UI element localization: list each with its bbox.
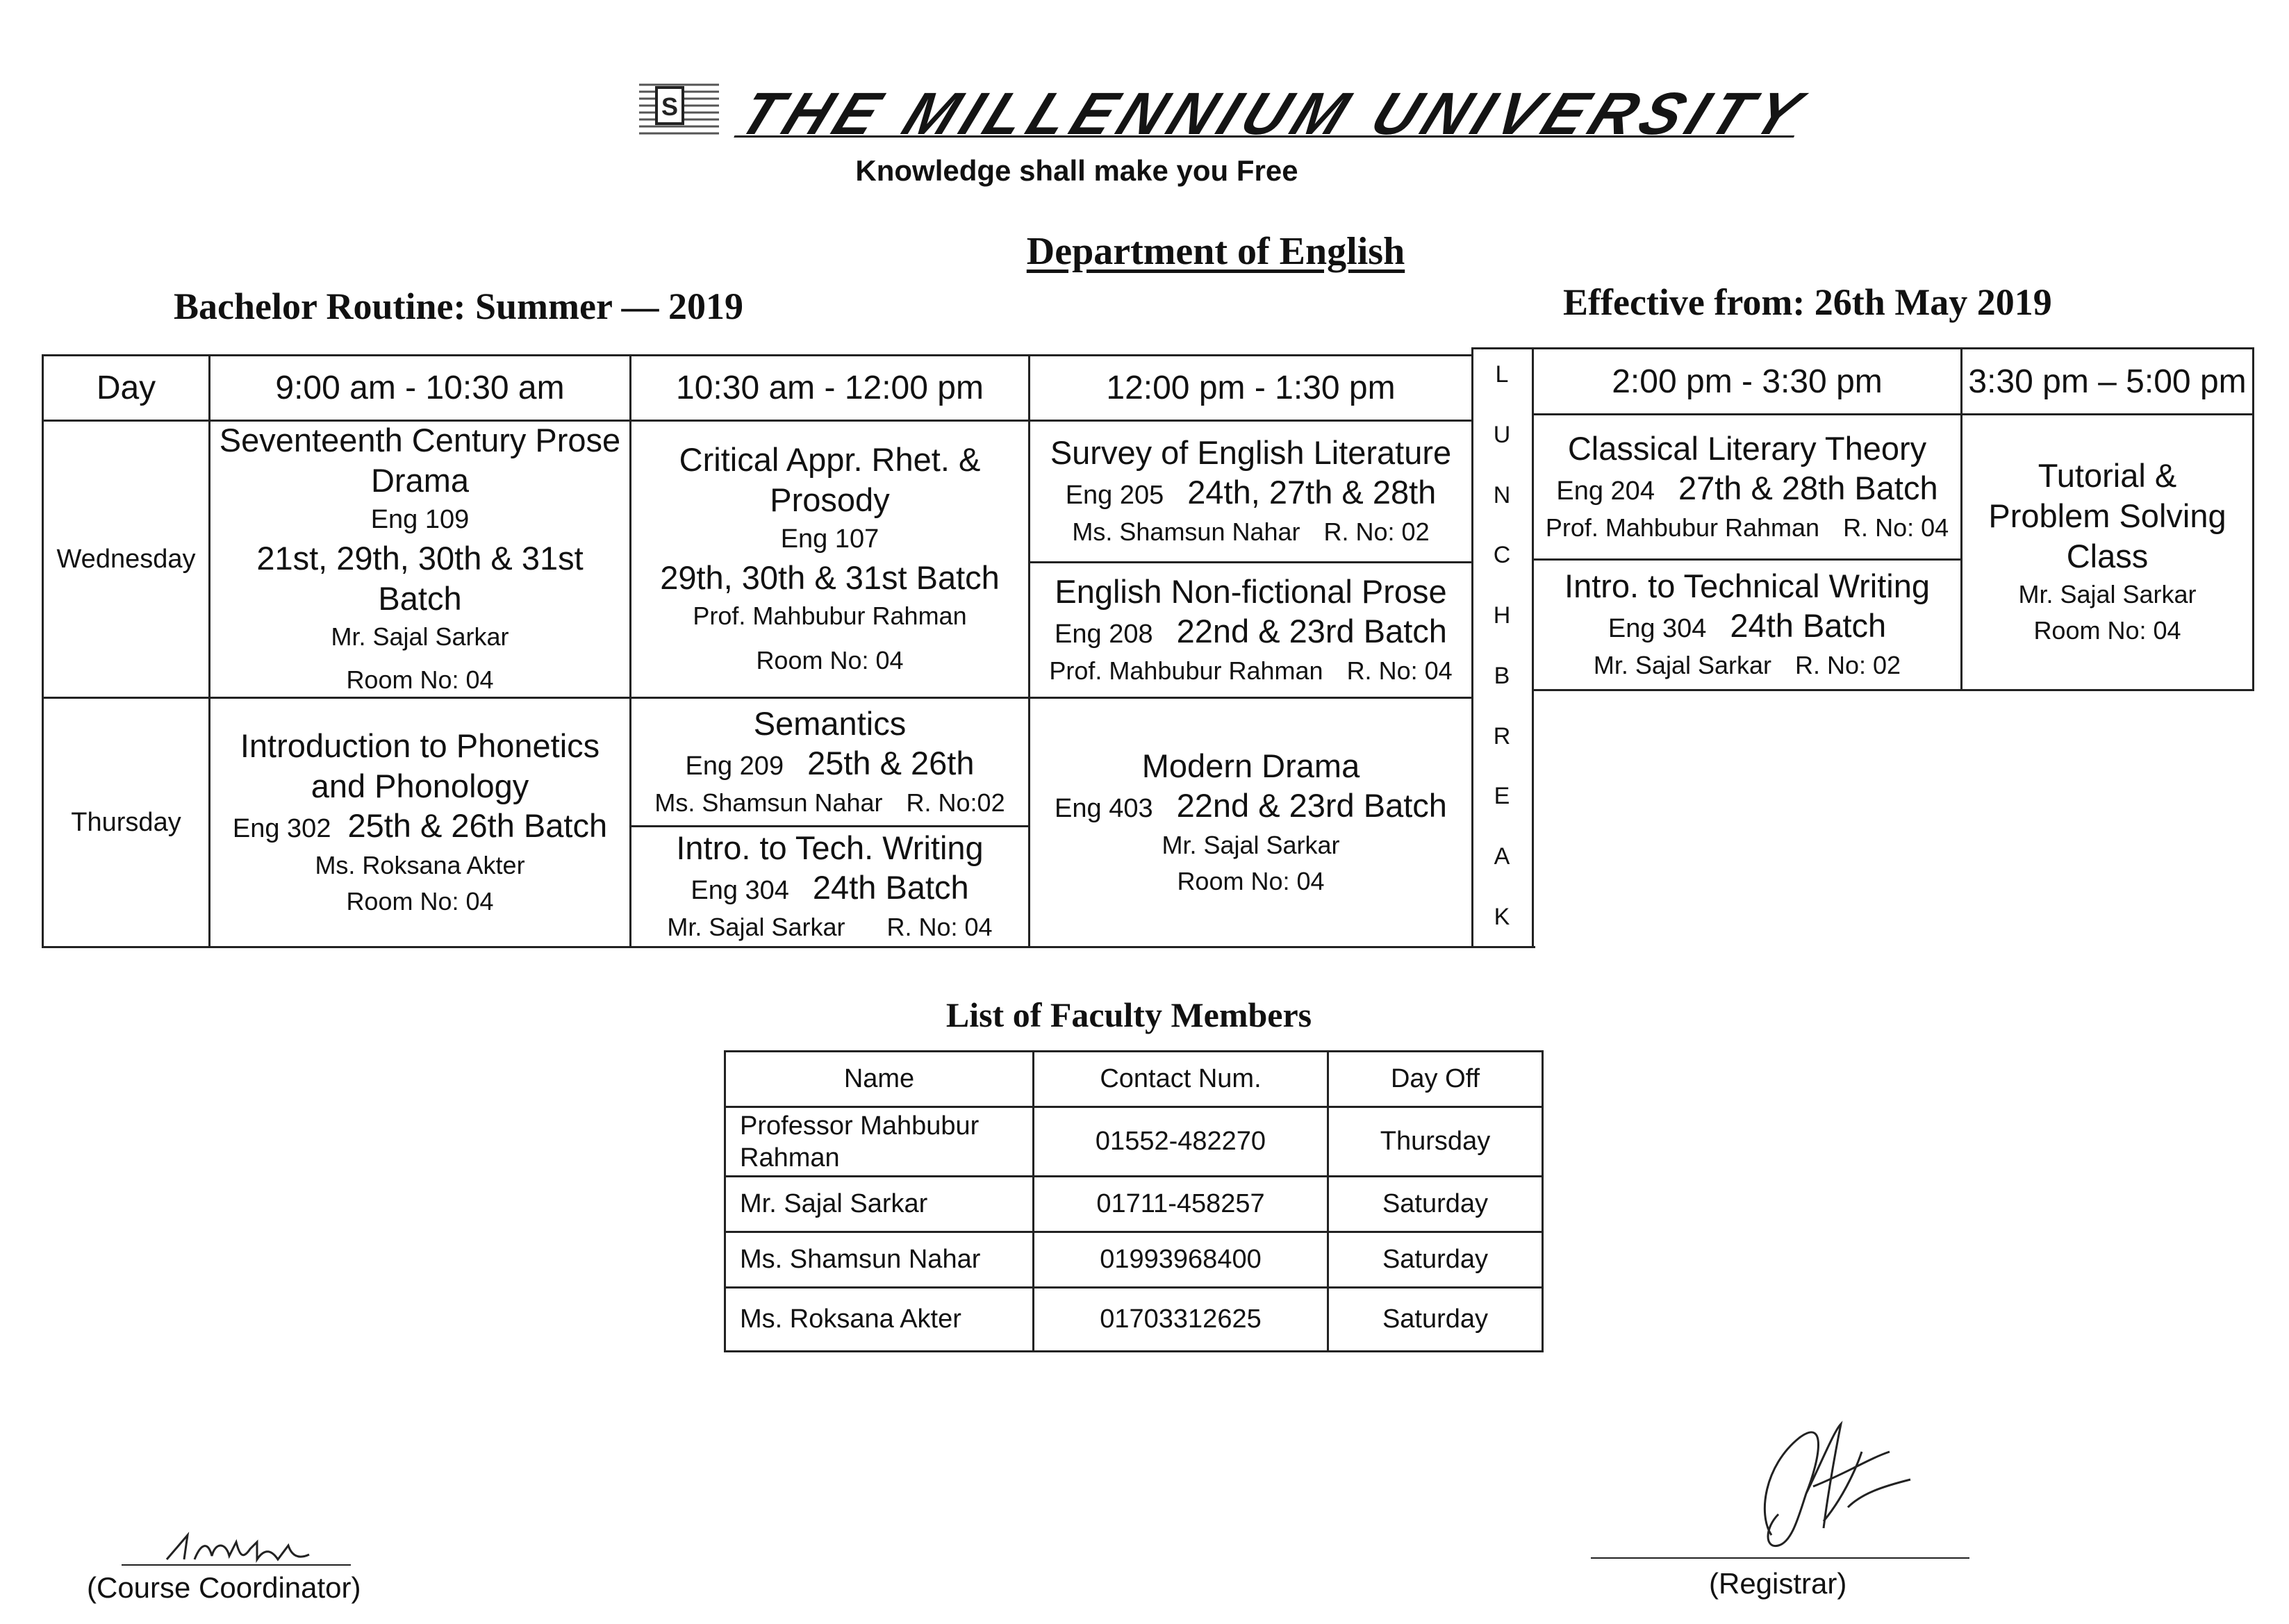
teacher: Mr. Sajal Sarkar (1593, 651, 1771, 679)
wed-slot-3b (1030, 563, 1471, 697)
teacher: Prof. Mahbubur Rahman (693, 602, 967, 630)
room: R. No: 04 (1843, 513, 1949, 542)
teacher: Mr. Sajal Sarkar (2018, 580, 2197, 608)
teacher: Ms. Shamsun Nahar (1072, 517, 1300, 546)
teacher: Mr. Sajal Sarkar (1162, 830, 1340, 859)
coordinator-signature (160, 1528, 313, 1570)
course-code: Eng 304 (691, 876, 789, 905)
faculty-contact: 01993968400 (1100, 1245, 1262, 1274)
lunch-letter: N (1493, 481, 1511, 508)
wed-slot-4a (1534, 415, 1960, 558)
faculty-name: Rahman (740, 1143, 840, 1173)
course-title: Semantics (753, 704, 907, 742)
room: Room No: 04 (346, 665, 494, 694)
faculty-name: Mr. Sajal Sarkar (740, 1189, 928, 1218)
course-title: Survey of English Literature (1050, 434, 1452, 471)
batch: 24th Batch (1730, 607, 1887, 644)
header-day: Day (96, 370, 156, 406)
day-wednesday: Wednesday (56, 545, 196, 574)
teacher: Ms. Shamsun Nahar (654, 788, 883, 817)
batch: 24th, 27th & 28th (1187, 474, 1437, 511)
course-code: Eng 109 (370, 505, 470, 534)
course-code: Eng 208 (1055, 619, 1153, 649)
header-slot-5: 3:30 pm – 5:00 pm (1968, 363, 2247, 400)
faculty-dayoff: Saturday (1382, 1189, 1489, 1218)
department-title: Department of English (1026, 230, 1405, 273)
day-thursday: Thursday (71, 808, 181, 837)
room: R. No: 04 (886, 913, 993, 941)
lunch-letter: U (1493, 421, 1511, 448)
course-title: Class (2066, 538, 2149, 574)
course-code: Eng 209 (685, 751, 784, 781)
faculty-name: Ms. Shamsun Nahar (740, 1245, 981, 1274)
lunch-letter: A (1494, 843, 1510, 870)
registrar-signature-line (1591, 1557, 1969, 1559)
lunch-letter: C (1493, 542, 1511, 569)
batch: 25th & 26th Batch (347, 806, 608, 844)
thu-slot-2b (631, 827, 1028, 946)
course-code: Eng 205 (1065, 481, 1164, 510)
faculty-contact: 01711-458257 (1096, 1189, 1265, 1218)
faculty-header-name: Name (843, 1064, 915, 1093)
wed-slot-2 (631, 422, 1028, 697)
wed-slot-4b (1534, 561, 1960, 689)
lunch-letter: K (1494, 903, 1510, 930)
registrar-signature (1751, 1410, 1917, 1556)
course-code: Eng 304 (1608, 614, 1707, 643)
course-title: Problem Solving (1988, 497, 2226, 534)
room: Room No: 04 (346, 886, 494, 915)
wed-slot-3a (1030, 422, 1471, 561)
course-title: Drama (370, 462, 470, 499)
batch: 24th Batch (812, 869, 969, 906)
thu-slot-2a (631, 699, 1028, 825)
course-title: English Non-fictional Prose (1055, 572, 1447, 610)
faculty-contact: 01552-482270 (1095, 1127, 1266, 1156)
teacher: Prof. Mahbubur Rahman (1049, 656, 1323, 685)
lunch-letter: B (1494, 662, 1510, 689)
lunch-letter: L (1495, 361, 1509, 388)
header-slot-3: 12:00 pm - 1:30 pm (1106, 370, 1396, 406)
faculty-title: List of Faculty Members (945, 995, 1312, 1034)
batch: 22nd & 23rd Batch (1176, 612, 1447, 649)
faculty-name: Ms. Roksana Akter (740, 1304, 961, 1334)
room: R. No: 02 (1323, 517, 1430, 546)
course-title: Tutorial & (2038, 457, 2177, 494)
table-row (740, 1108, 1032, 1175)
header-slot-2: 10:30 am - 12:00 pm (676, 370, 984, 406)
faculty-contact: 01703312625 (1100, 1304, 1262, 1334)
course-code: Eng 107 (780, 524, 879, 554)
lunch-letter: H (1493, 602, 1511, 629)
effective-date: Effective from: 26th May 2019 (1563, 281, 2052, 323)
university-name: THE MILLENNIUM UNIVERSITY (729, 81, 1817, 147)
course-title: Critical Appr. Rhet. & (679, 441, 981, 478)
course-code: Eng 302 (232, 813, 331, 843)
thu-slot-3 (1030, 699, 1471, 946)
room: Room No: 04 (2033, 616, 2181, 645)
thu-slot-1 (210, 699, 629, 946)
batch: 21st, 29th, 30th & 31st Batch (256, 540, 584, 617)
course-title: Seventeenth Century Prose (219, 422, 621, 458)
batch: 27th & 28th Batch (1678, 469, 1938, 506)
coordinator-signature-line (122, 1564, 351, 1566)
svg-text:S: S (661, 92, 679, 121)
course-title: and Phonology (311, 767, 529, 804)
faculty-dayoff: Saturday (1382, 1304, 1489, 1334)
course-title: Introduction to Phonetics (240, 727, 600, 764)
lunch-letter: R (1493, 722, 1511, 749)
course-title: Intro. to Technical Writing (1564, 567, 1930, 604)
room: R. No: 02 (1795, 651, 1901, 679)
wed-slot-5 (1962, 415, 2252, 689)
course-code: Eng 403 (1055, 793, 1153, 823)
batch: 29th, 30th & 31st Batch (660, 559, 1000, 596)
course-coordinator-label: (Course Coordinator) (87, 1571, 361, 1604)
faculty-dayoff: Saturday (1382, 1245, 1489, 1274)
course-title: Classical Literary Theory (1567, 429, 1927, 467)
batch: 22nd & 23rd Batch (1176, 786, 1447, 824)
room: R. No: 04 (1346, 656, 1453, 685)
lunch-break-column (1471, 347, 1532, 945)
faculty-name: Professor Mahbubur (740, 1111, 980, 1141)
teacher: Mr. Sajal Sarkar (667, 913, 845, 941)
teacher: Prof. Mahbubur Rahman (1545, 513, 1820, 542)
registrar-label: (Registrar) (1709, 1567, 1847, 1600)
course-code: Eng 204 (1556, 476, 1655, 506)
course-title: Intro. to Tech. Writing (676, 829, 984, 866)
course-title: Modern Drama (1141, 747, 1360, 784)
room: Room No: 04 (1177, 866, 1325, 895)
batch: 25th & 26th (807, 744, 975, 781)
room: Room No: 04 (756, 646, 904, 674)
teacher: Mr. Sajal Sarkar (331, 622, 509, 651)
teacher: Ms. Roksana Akter (315, 850, 525, 879)
header-slot-1: 9:00 am - 10:30 am (275, 370, 565, 406)
faculty-dayoff: Thursday (1380, 1127, 1491, 1156)
motto: Knowledge shall make you Free (855, 154, 1298, 187)
course-title: Prosody (770, 481, 890, 518)
lunch-letter: E (1494, 783, 1510, 810)
university-logo (636, 78, 722, 142)
wed-slot-1 (210, 422, 629, 697)
faculty-header-dayoff: Day Off (1390, 1064, 1480, 1093)
header-slot-4: 2:00 pm - 3:30 pm (1612, 363, 1883, 400)
room: R. No:02 (906, 788, 1005, 817)
faculty-header-contact: Contact Num. (1100, 1064, 1262, 1093)
routine-title: Bachelor Routine: Summer — 2019 (174, 285, 743, 327)
